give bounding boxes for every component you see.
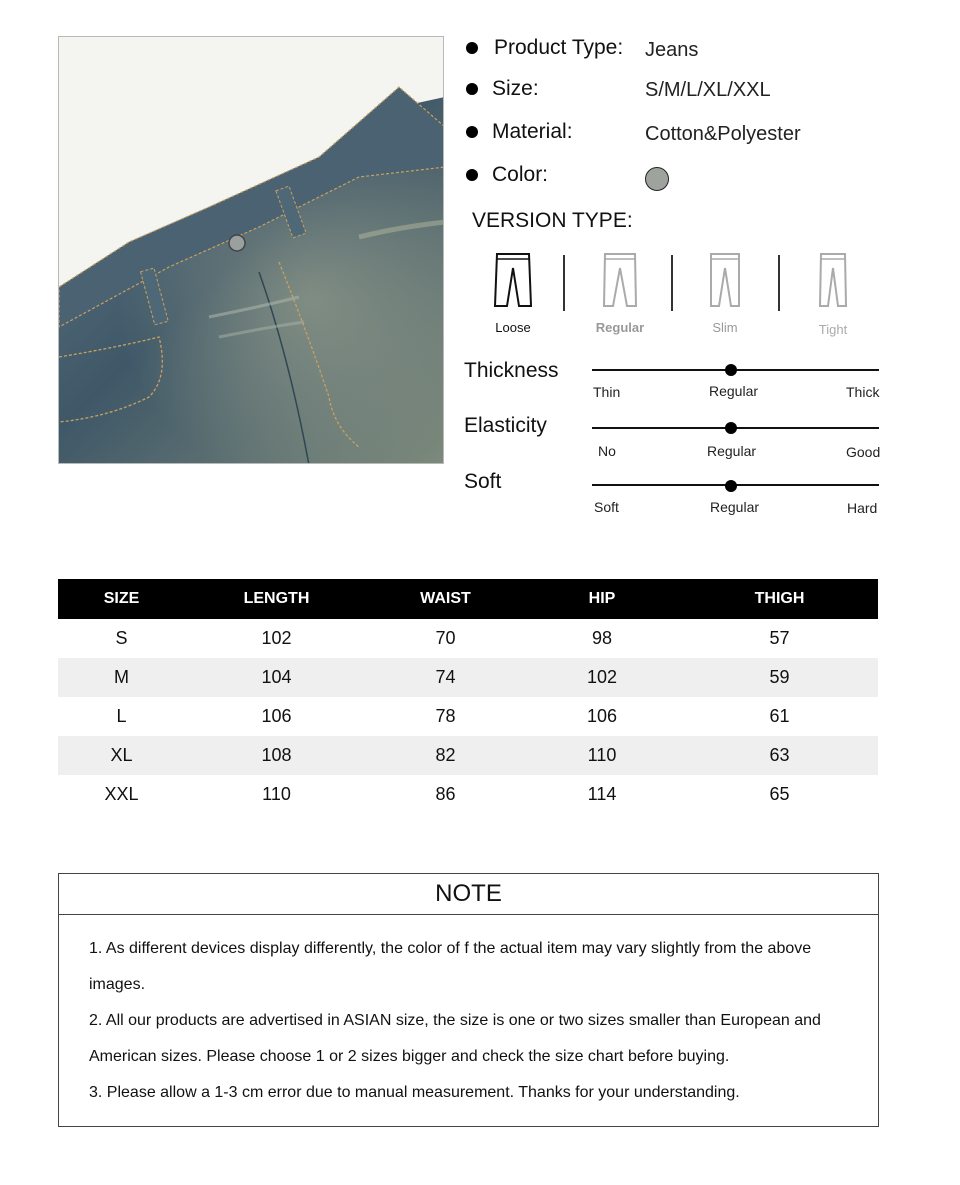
spec-product-type — [466, 33, 623, 63]
size-chart-table — [58, 579, 878, 814]
version-label: Slim — [712, 320, 738, 335]
version-slim — [695, 252, 755, 335]
thickness-mid-label: Regular — [709, 383, 759, 399]
cell-hip: 102 — [523, 658, 681, 697]
cell-waist: 78 — [435, 706, 456, 726]
table-row — [58, 775, 878, 814]
pants-tight-icon — [813, 252, 853, 308]
pants-slim-icon — [705, 252, 745, 308]
soft-min-label: Soft — [594, 499, 619, 515]
version-type-title: VERSION TYPE: — [472, 209, 633, 232]
cell-size: XXL — [104, 784, 139, 804]
table-row — [58, 697, 878, 736]
spec-value: S/M/L/XL/XXL — [645, 79, 771, 101]
cell-thigh: 63 — [681, 736, 878, 775]
spec-label: Material: — [492, 120, 573, 143]
elasticity-max-label: Good — [846, 444, 881, 460]
spec-value: Cotton&Polyester — [645, 123, 801, 145]
version-tight — [803, 252, 863, 337]
cell-thigh: 57 — [769, 628, 790, 648]
cell-hip: 106 — [586, 706, 618, 726]
bullet-icon — [466, 83, 478, 95]
header-thigh: THIGH — [681, 579, 878, 619]
cell-thigh: 61 — [769, 706, 790, 726]
version-loose — [483, 252, 543, 335]
note-body — [59, 915, 878, 1111]
note-box — [58, 873, 879, 1127]
note-title: NOTE — [59, 874, 878, 915]
version-label: Tight — [818, 322, 848, 337]
header-size: SIZE — [58, 579, 185, 619]
bullet-icon — [466, 169, 478, 181]
cell-waist: 86 — [435, 784, 456, 804]
spec-color — [466, 160, 548, 190]
elasticity-min-label: No — [598, 443, 616, 459]
bullet-icon — [466, 42, 478, 54]
cell-size: M — [58, 658, 185, 697]
elasticity-title: Elasticity — [464, 414, 547, 437]
thickness-scale-dot — [725, 364, 737, 376]
note-line: 3. Please allow a 1-3 cm error due to manual measurement. Thanks for your understanding. — [89, 1084, 740, 1101]
cell-thigh: 59 — [681, 658, 878, 697]
header-hip: HIP — [523, 579, 681, 619]
cell-size: S — [115, 628, 128, 648]
divider — [778, 255, 780, 311]
cell-length: 104 — [185, 658, 368, 697]
cell-size: XL — [58, 736, 185, 775]
table-row — [58, 619, 878, 658]
cell-waist: 70 — [435, 628, 456, 648]
spec-material — [466, 117, 573, 147]
spec-label: Product Type: — [494, 36, 624, 59]
header-waist: WAIST — [368, 579, 523, 619]
soft-mid-label: Regular — [710, 499, 760, 515]
cell-waist: 74 — [368, 658, 523, 697]
thickness-max-label: Thick — [846, 384, 880, 400]
color-swatch — [645, 167, 669, 191]
jeans-image — [59, 37, 444, 464]
divider — [671, 255, 673, 311]
bullet-icon — [466, 126, 478, 138]
header-length: LENGTH — [185, 579, 368, 619]
table-row — [58, 736, 878, 775]
cell-waist: 82 — [368, 736, 523, 775]
cell-hip: 114 — [587, 784, 617, 804]
spec-size — [466, 74, 539, 104]
soft-title: Soft — [464, 470, 502, 493]
cell-thigh: 65 — [769, 784, 790, 804]
spec-label: Size: — [492, 77, 539, 100]
pants-regular-icon — [600, 252, 640, 308]
table-header-row — [58, 579, 878, 619]
cell-length: 102 — [261, 628, 292, 648]
cell-size: L — [116, 706, 127, 726]
version-label: Regular — [595, 320, 645, 335]
version-label: Loose — [495, 320, 531, 335]
cell-length: 110 — [262, 784, 291, 804]
spec-value: Jeans — [645, 39, 699, 61]
elasticity-mid-label: Regular — [707, 443, 757, 459]
cell-hip: 98 — [591, 628, 613, 648]
thickness-min-label: Thin — [593, 384, 621, 400]
table-row — [58, 658, 878, 697]
note-line: 1. As different devices display differently, the color of f the actual item may vary slightly from the above images. — [89, 940, 812, 993]
elasticity-scale-dot — [725, 422, 737, 434]
spec-label: Color: — [492, 163, 549, 186]
cell-hip: 110 — [523, 736, 681, 775]
cell-length: 106 — [261, 706, 292, 726]
divider — [563, 255, 565, 311]
soft-scale-dot — [725, 480, 737, 492]
thickness-title: Thickness — [464, 359, 559, 382]
pants-loose-icon — [493, 252, 533, 308]
version-regular — [590, 252, 650, 335]
soft-max-label: Hard — [847, 500, 878, 516]
note-line: 2. All our products are advertised in ASIAN size, the size is one or two sizes smaller than European and American sizes. Please choose 1 or 2 sizes bigger and check the size chart before buying. — [89, 1012, 821, 1065]
cell-length: 108 — [185, 736, 368, 775]
product-photo — [58, 36, 444, 464]
